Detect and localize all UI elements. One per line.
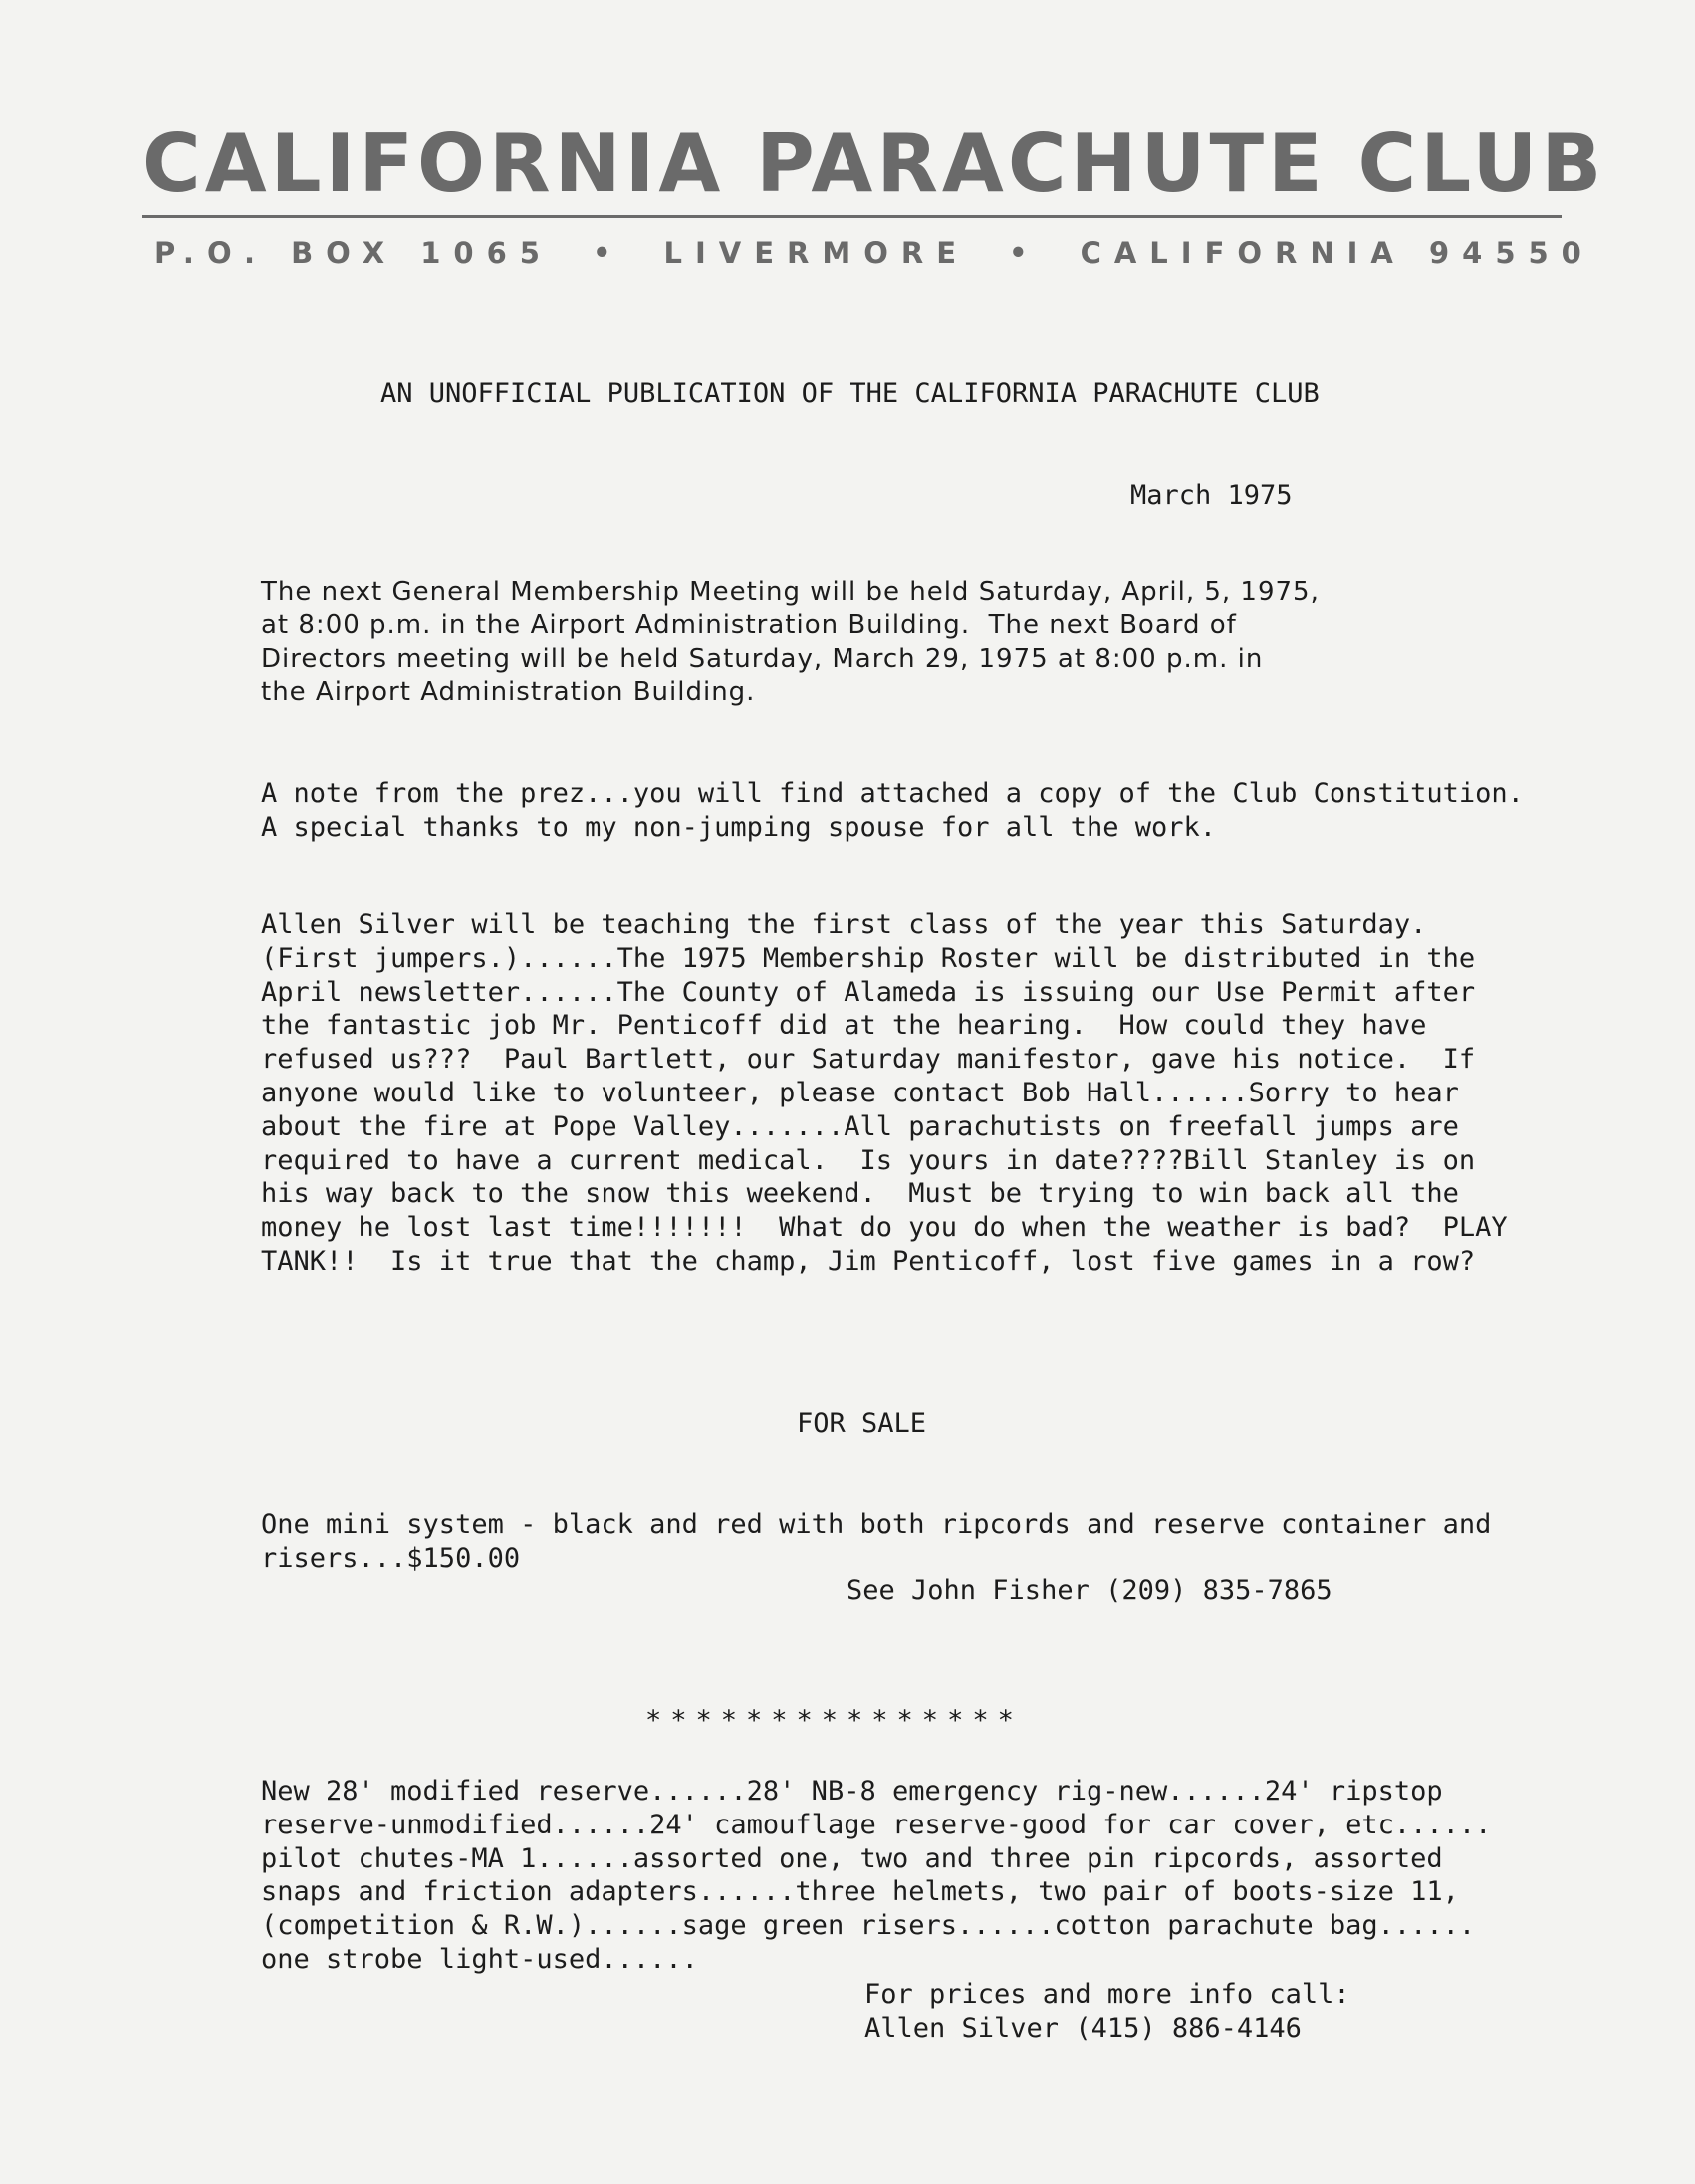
president-note: A note from the prez...you will find attached a copy of the Club Constitution. A special thanks to my non-jumping spouse for all the work. xyxy=(261,778,1524,843)
letterhead-rule xyxy=(142,215,1562,218)
address-separator: • xyxy=(1009,236,1041,270)
address-separator: • xyxy=(592,236,624,270)
for-sale-contact-fisher: See John Fisher (209) 835-7865 xyxy=(847,1576,1332,1606)
for-sale-item-list: New 28' modified reserve......28' NB-8 emergency rig-new......24' ripstop reserve-unmodified......24' camouflage reserve-good for car cover, etc...... pilot chutes-MA 1......assorted one, two and three pin ripcords, assorted snaps and friction adapters......three helmets, two pair of boots-size 11, (competition & R.W.)......sage green risers......cotton parachute bag...... one strobe light-used...... xyxy=(261,1776,1492,1975)
publication-subtitle: AN UNOFFICIAL PUBLICATION OF THE CALIFORNIA PARACHUTE CLUB xyxy=(380,378,1320,409)
address-state-zip: CALIFORNIA 94550 xyxy=(1080,236,1594,270)
letterhead-title: CALIFORNIA PARACHUTE CLUB xyxy=(142,118,1606,210)
address-city: LIVERMORE xyxy=(663,236,970,270)
meeting-announcement: The next General Membership Meeting will be held Saturday, April, 5, 1975, at 8:00 p.m. in the Airport Administration Building. The next Board of Directors meeting will be held Saturday, March 29, 1975 at 8:00 p.m. in the Airport Administration Building. xyxy=(261,577,1320,708)
club-news: Allen Silver will be teaching the first class of the year this Saturday. (First jumpers.)......The 1975 Membership Roster will be distributed in the April newsletter......The County of Alameda is issuing our Use Permit after the fantastic job Mr. Penticoff did at the hearing. How could they have refused us??? Paul Bartlett, our Saturday manifestor, gave his notice. If anyone would like to volunteer, please contact Bob Hall......Sorry to hear about the fire at Pope Valley.......All parachutists on freefall jumps are required to have a current medical. Is yours in date????Bill Stanley is on his way back to the snow this weekend. Must be trying to win back all the money he lost last time!!!!!!! What do you do when the weather is bad? PLAY TANK!! Is it true that the champ, Jim Penticoff, lost five games in a row? xyxy=(261,909,1508,1277)
letterhead-address xyxy=(154,236,1594,270)
address-po-box: P.O. BOX 1065 xyxy=(154,236,553,270)
asterisk-divider: *************** xyxy=(645,1705,1023,1736)
for-sale-item-mini-system: One mini system - black and red with both ripcords and reserve container and risers...$150.00 xyxy=(261,1509,1492,1574)
for-sale-heading: FOR SALE xyxy=(797,1408,927,1439)
for-sale-contact-silver: For prices and more info call: Allen Silver (415) 886-4146 xyxy=(864,1979,1350,2044)
issue-date: March 1975 xyxy=(1130,480,1293,511)
